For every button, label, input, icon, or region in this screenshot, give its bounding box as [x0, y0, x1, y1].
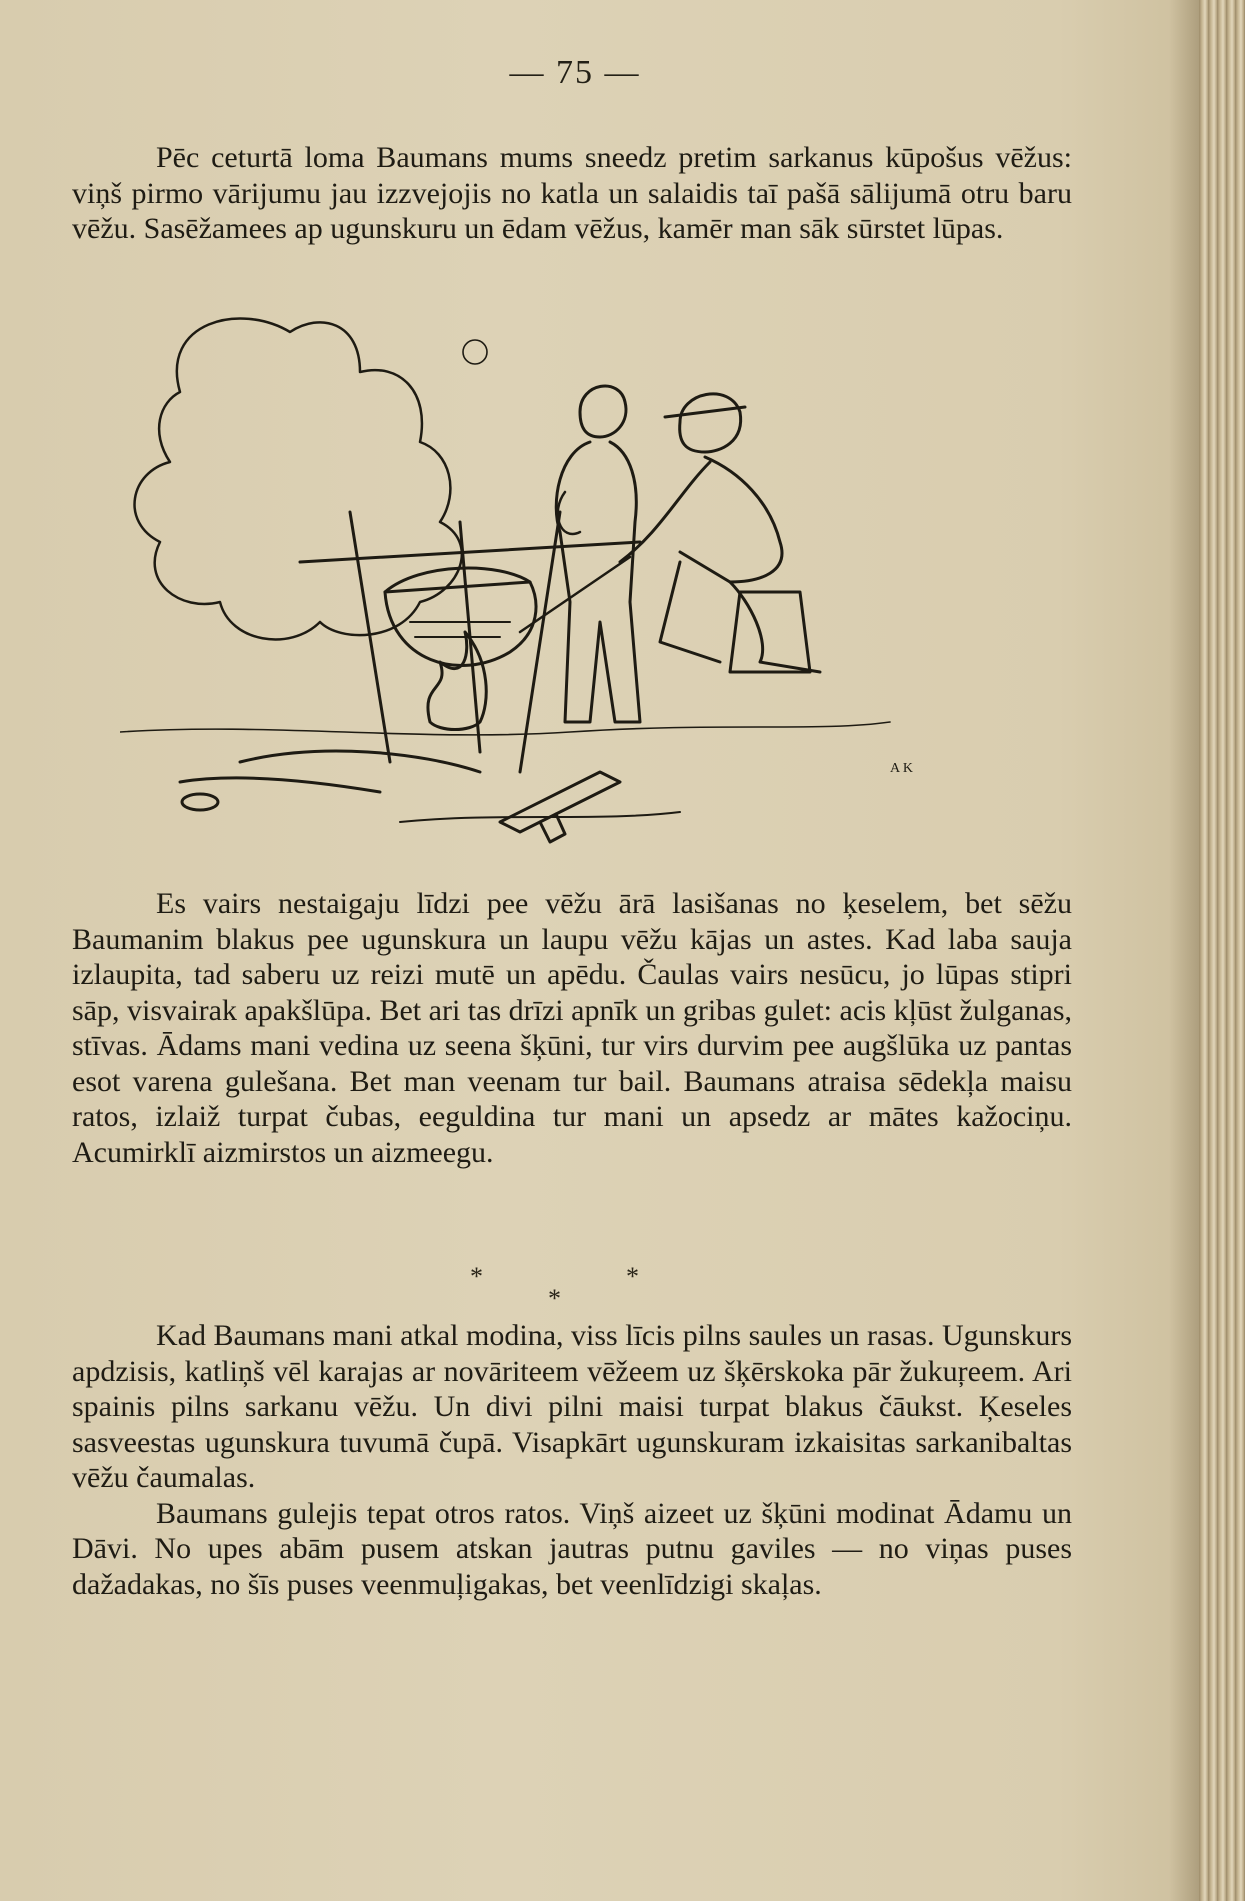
- campfire-illustration: [120, 302, 1040, 862]
- roasting-stick: [520, 557, 630, 632]
- sitting-man: [680, 394, 741, 452]
- page-number: — 75 —: [509, 54, 641, 91]
- paragraph-top-block: [72, 140, 1072, 247]
- paragraph-2: Es vairs nestaigaju līdzi pee vēžu ārā lasišanas no ķeselem, bet sēžu Baumanim blakus pee ugunskura un laupu vēžu kājas un astes. Kad laba sauja izlaupita, tad saberu uz reizi mutē un apēdu. Čaulas vairs nesūcu, jo lūpas stipri sāp, visvairak apakšlūpa. Bet ari tas drīzi apnīk un gribas gulet: acis kļūst žulganas, stīvas. Ādams mani vedina uz seena šķūni, tur virs durvim pee augšlūka uz pantas esot varena gulešana. Bet man veenam tur bail. Baumans atraisa sēdekļa maisu ratos, izlaiž turpat čubas, eeguldina tur mani un apsedz ar mātes kažociņu. Acumirklī aizmirstos un aizmeegu.: [72, 887, 1072, 1169]
- tree-stump: [730, 592, 810, 672]
- axe: [540, 814, 565, 842]
- standing-boy: [580, 386, 626, 437]
- paragraph-1: Pēc ceturtā loma Baumans mums sneedz pretim sarkanus kūpošus vēžus: viņš pirmo vārijumu jau izzvejojis no katla un salaidis taī pašā sālijumā otru baru vēžu. Sasēžamees ap ugunskuru un ēdam vēžus, kamēr man sāk sūrstet lūpas.: [72, 141, 1072, 245]
- separator-star: *: [470, 1262, 483, 1291]
- tripod-pole-left: [350, 512, 390, 762]
- separator-star: *: [626, 1262, 639, 1291]
- paragraph-3: Kad Baumans mani atkal modina, viss līcis pilns saules un rasas. Ugunskurs apdzisis, katliņš vēl karajas ar novāriteem vēžeem uz šķērskoka pār žukuŗeem. Ari spainis pilns sarkanu vēžu. Un divi pilni maisi turpat blakus čāukst. Ķeseles sasveestas ugunskura tuvumā čupā. Visapkārt ugunskuram izkaisitas sarkanibaltas vēžu čaumalas.: [72, 1319, 1072, 1494]
- section-separator: [440, 1262, 700, 1313]
- paragraph-4: Baumans gulejis tepat otros ratos. Viņš aizeet uz šķūni modinat Ādamu un Dāvi. No upes abām pusem atskan jautras putnu gaviles — no viņas puses dažadakas, no šīs puses veenmuļigakas, bet veenlīdzigi skaļas.: [72, 1496, 1072, 1601]
- paragraph-bottom-block: [72, 1318, 1072, 1602]
- cooking-pot: [385, 582, 536, 666]
- ground-log-1: [240, 751, 480, 772]
- tripod-crossbar: [300, 542, 640, 562]
- gutter-shadow: [1169, 0, 1199, 1901]
- sun-mark: [463, 340, 487, 364]
- illustration-signature: A K: [890, 761, 913, 776]
- book-spine-edge: [1199, 0, 1245, 1901]
- separator-star: *: [548, 1284, 561, 1313]
- paragraph-middle-block: [72, 886, 1072, 1170]
